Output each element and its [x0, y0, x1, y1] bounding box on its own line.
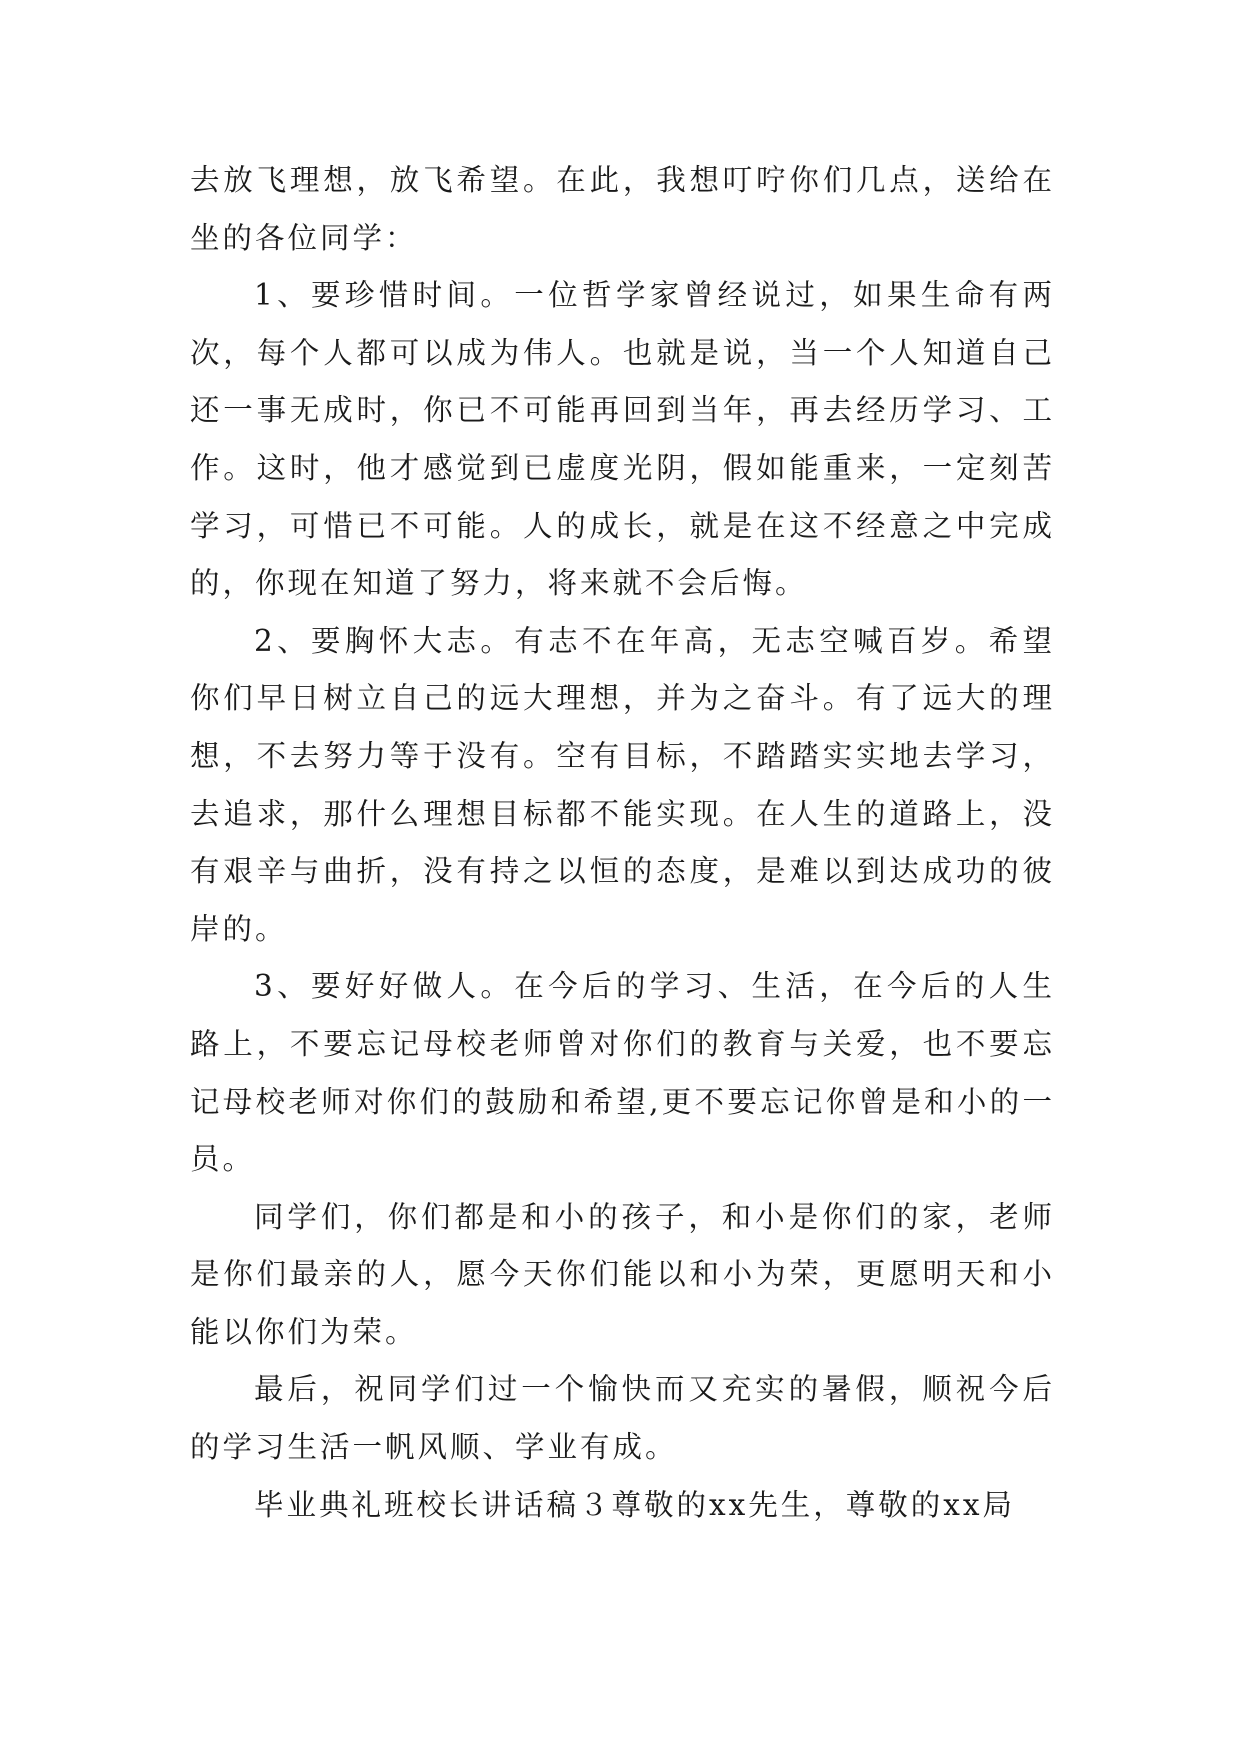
- paragraph-point-1: 1、要珍惜时间。一位哲学家曾经说过，如果生命有两次，每个人都可以成为伟人。也就是说，当一个人知道自己还一事无成时，你已不可能再回到当年，再去经历学习、工作。这时，他才感觉到已虚度光阴，假如能重来，一定刻苦学习，可惜已不可能。人的成长，就是在这不经意之中完成的，你现在知道了努力，将来就不会后悔。: [190, 278, 1055, 601]
- paragraph-closing: 最后，祝同学们过一个愉快而又充实的暑假，顺祝今后的学习生活一帆风顺、学业有成。: [190, 1372, 1055, 1465]
- paragraph-intro: 去放飞理想，放飞希望。在此，我想叮咛你们几点，送给在坐的各位同学：: [190, 163, 1055, 255]
- paragraph-students: 同学们，你们都是和小的孩子，和小是你们的家，老师是你们最亲的人，愿今天你们能以和小为荣，更愿明天和小能以你们为荣。: [190, 1199, 1055, 1349]
- paragraph-point-2: 2、要胸怀大志。有志不在年高，无志空喊百岁。希望你们早日树立自己的远大理想，并为之奋斗。有了远大的理想，不去努力等于没有。空有目标，不踏踏实实地去学习，去追求，那什么理想目标都不能实现。在人生的道路上，没有艰辛与曲折，没有持之以恒的态度，是难以到达成功的彼岸的。: [190, 623, 1055, 946]
- paragraph-next-speech: 毕业典礼班校长讲话稿３尊敬的xx先生，尊敬的xx局: [254, 1487, 1016, 1522]
- document-body: [190, 152, 1055, 1534]
- paragraph-point-3: 3、要好好做人。在今后的学习、生活，在今后的人生路上，不要忘记母校老师曾对你们的教育与关爱，也不要忘记母校老师对你们的鼓励和希望,更不要忘记你曾是和小的一员。: [190, 969, 1055, 1177]
